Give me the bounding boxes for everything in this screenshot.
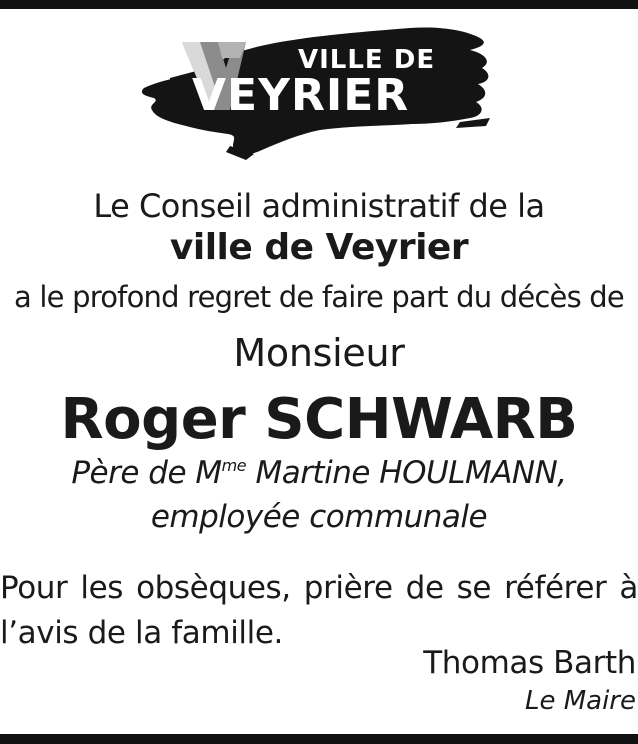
relation-suffix: Martine HOULMANN, xyxy=(246,455,567,491)
funeral-info: Pour les obsèques, prière de se référer à l’avis de la famille. xyxy=(0,570,638,651)
top-border-rule xyxy=(0,0,638,9)
salutation: Monsieur xyxy=(233,331,405,375)
signatory-name: Thomas Barth xyxy=(423,645,636,681)
deceased-name: Roger SCHWARB xyxy=(60,387,578,452)
logo-line-2: VEYRIER xyxy=(192,70,410,121)
relation-superscript: me xyxy=(221,456,247,475)
logo-line-1: VILLE DE xyxy=(298,45,436,75)
bottom-border-rule xyxy=(0,734,638,744)
signatory-title: Le Maire xyxy=(524,686,636,716)
relation-line xyxy=(0,455,638,491)
organization-name: ville de Veyrier xyxy=(169,227,469,268)
ville-de-veyrier-logo xyxy=(130,18,510,168)
relation-role: employée communale xyxy=(150,499,488,535)
intro-line: Le Conseil administratif de la xyxy=(93,187,545,225)
relation-prefix: Père de M xyxy=(71,455,222,491)
announcement-line: a le profond regret de faire part du décès de xyxy=(14,280,624,314)
